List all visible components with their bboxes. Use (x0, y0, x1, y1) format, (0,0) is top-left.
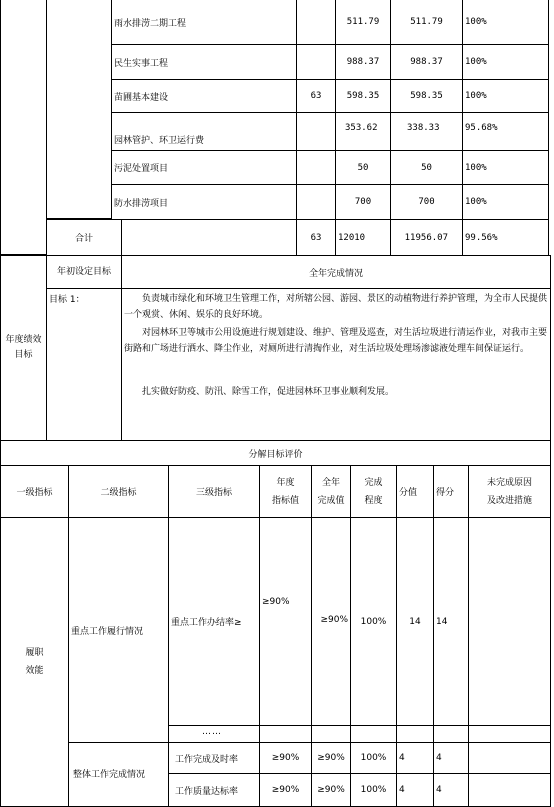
overall-level2-text: 整体工作完成情况 (73, 770, 146, 780)
goal-label-cell (46, 288, 122, 441)
header-level2-text: 二级指标 (100, 488, 137, 498)
initial-goal-header-text: 年初设定目标 (57, 267, 112, 277)
project-c1-cell (296, 0, 336, 45)
header-reason-line1: 未完成原因 (486, 477, 532, 488)
completion-header-text: 全年完成情况 (308, 268, 363, 279)
project-c3: 988.37 (410, 57, 443, 67)
completion-header (121, 255, 551, 289)
header-full (311, 465, 351, 518)
project-name-cell (111, 79, 297, 113)
overall-row-score-text: 4 (399, 785, 405, 795)
header-annual-line2: 指标值 (271, 495, 299, 506)
project-c4-cell (462, 0, 549, 45)
overall-row-annual (259, 773, 312, 807)
project-c2-cell (335, 0, 391, 45)
ellipsis-got (433, 725, 469, 743)
project-c2: 353.62 (345, 123, 378, 133)
project-c2-cell (335, 184, 391, 220)
header-level1-text: 一级指标 (16, 488, 53, 498)
ellipsis-full (311, 725, 351, 743)
ellipsis-degree (350, 725, 397, 743)
key-work-level3-text: 重点工作办结率≥ (171, 618, 242, 628)
overall-row-score (396, 773, 434, 807)
total-c4-cell (462, 219, 549, 256)
header-degree-line1: 完成 (364, 477, 383, 488)
ellipsis-text: …… (202, 727, 222, 737)
project-c4-cell (462, 79, 549, 113)
goal-label: 目标 1： (49, 295, 85, 305)
ellipsis-annual (259, 725, 312, 743)
completion-paragraph-3: 扎实做好防疫、防汛、除雪工作，促进园林环卫事业顺利发展。 (142, 387, 395, 397)
overall-row-annual (259, 742, 312, 774)
overall-row-full-text: ≥90% (317, 785, 345, 795)
evaluation-title-text: 分解目标评价 (248, 449, 303, 460)
project-name-cell (111, 44, 297, 80)
project-c2: 988.37 (346, 57, 380, 67)
project-name: 防水排涝项目 (114, 198, 169, 209)
overall-row-score (396, 742, 434, 774)
project-name: 园林管护、环卫运行费 (114, 136, 205, 146)
project-c2-cell (335, 44, 391, 80)
overall-row-full (311, 742, 351, 774)
header-level1 (0, 465, 69, 518)
total-label: 合计 (74, 234, 93, 244)
project-c2-cell (335, 150, 391, 185)
project-name: 民生实事工程 (114, 58, 169, 69)
key-work-level3 (168, 517, 260, 726)
project-c1: 63 (310, 91, 322, 101)
project-c4: 95.68% (465, 123, 498, 133)
overall-row-annual-text: ≥90% (271, 753, 300, 763)
left-margin-column (0, 0, 47, 255)
key-work-score (396, 517, 434, 726)
project-name-cell (111, 184, 297, 220)
project-c4-cell (462, 44, 549, 80)
level1-cell (0, 517, 69, 807)
overall-row-full-text: ≥90% (317, 753, 345, 763)
project-c3-cell (390, 184, 463, 220)
project-name-cell (111, 112, 297, 151)
project-c1-cell (296, 44, 336, 80)
key-work-annual (259, 517, 312, 726)
project-c4-cell (462, 184, 549, 220)
project-c1-cell (296, 150, 336, 185)
ellipsis-score (396, 725, 434, 743)
overall-row-got-text: 4 (436, 785, 442, 795)
project-c4-cell (462, 112, 549, 151)
project-c3-cell (390, 112, 463, 151)
project-name: 苗圃基本建设 (114, 92, 169, 103)
project-c2-cell (335, 79, 391, 113)
header-got-text: 得分 (436, 488, 455, 498)
total-c3-cell (390, 219, 463, 256)
key-work-full (311, 517, 351, 726)
project-c3-cell (390, 150, 463, 185)
project-c4: 100% (465, 17, 487, 27)
total-c4: 99.56% (465, 232, 498, 243)
overall-row-level3 (168, 773, 260, 807)
header-level3 (168, 465, 260, 518)
header-full-line1: 全年 (321, 477, 340, 488)
overall-row-full (311, 773, 351, 807)
overall-row-degree (350, 773, 397, 807)
overall-row-level3 (168, 742, 260, 774)
total-c1: 63 (310, 232, 322, 243)
project-c3: 598.35 (410, 91, 443, 101)
overall-level2 (68, 742, 169, 807)
ellipsis-reason (468, 725, 551, 743)
project-c1-cell (296, 184, 336, 220)
level1-line2: 效能 (25, 666, 44, 676)
total-c2-cell (335, 219, 391, 256)
completion-paragraph-1: 负责城市绿化和环境卫生管理工作，对所辖公园、游园、景区的动植物进行养护管理，为全市人民提供一个观赏、休闲、娱乐的良好环境。 (124, 294, 548, 320)
header-annual-line1: 年度 (276, 477, 295, 488)
project-name-cell (111, 150, 297, 185)
ellipsis-level3 (168, 725, 260, 743)
header-annual (259, 465, 312, 518)
overall-row-degree-text: 100% (360, 785, 387, 795)
key-work-level2 (68, 517, 169, 743)
header-level3-text: 三级指标 (195, 488, 232, 498)
header-score (396, 465, 434, 518)
evaluation-title (0, 440, 551, 466)
project-c3: 338.33 (407, 123, 440, 133)
project-c1-cell (296, 79, 336, 113)
project-c3: 511.79 (410, 17, 443, 27)
overall-row-annual-text: ≥90% (271, 785, 300, 795)
initial-goal-header (46, 255, 122, 289)
header-level2 (68, 465, 169, 518)
project-c4: 100% (465, 162, 487, 173)
total-label-cell (46, 219, 122, 256)
project-c2: 50 (357, 162, 369, 173)
project-name-cell (111, 0, 297, 45)
project-c2: 598.35 (346, 91, 380, 101)
overall-row-got (433, 773, 469, 807)
project-c2: 511.79 (346, 17, 380, 27)
overall-row-degree-text: 100% (360, 753, 387, 763)
header-degree (350, 465, 397, 518)
overall-row-got-text: 4 (436, 753, 442, 763)
project-c3: 50 (421, 162, 432, 173)
key-work-got-text: 14 (436, 616, 448, 627)
key-work-full-text: ≥90% (320, 615, 348, 625)
project-c4: 100% (465, 91, 487, 101)
project-name: 雨水排涝二期工程 (114, 18, 187, 29)
header-full-line2: 完成值 (317, 495, 345, 506)
key-work-annual-text: ≥90% (262, 597, 290, 607)
header-got (433, 465, 469, 518)
total-c3: 11956.07 (404, 232, 448, 243)
project-c2-cell (335, 112, 391, 151)
project-c4: 100% (465, 57, 487, 67)
project-c3: 700 (418, 197, 435, 207)
project-c3-cell (390, 0, 463, 45)
project-name: 污泥处置项目 (114, 164, 169, 174)
project-c3-cell (390, 79, 463, 113)
header-score-text: 分值 (399, 488, 418, 498)
overall-row-reason (468, 773, 551, 807)
total-c2: 12010 (338, 232, 366, 243)
project-c4: 100% (465, 197, 487, 207)
key-work-degree (350, 517, 397, 726)
project-c1-cell (296, 112, 336, 151)
overall-row-degree (350, 742, 397, 774)
total-c1-cell (296, 219, 336, 256)
overall-row-reason (468, 742, 551, 774)
header-degree-line2: 程度 (364, 495, 383, 506)
goals-section-label-text: 年度绩效目标 (5, 335, 42, 360)
total-blank-cell (121, 219, 297, 256)
level1-line1: 履职 (25, 648, 44, 658)
key-work-score-text: 14 (409, 616, 421, 627)
key-work-degree-text: 100% (360, 616, 387, 627)
project-c2: 700 (354, 197, 372, 207)
header-reason (468, 465, 551, 518)
category-column (46, 0, 112, 219)
overall-row-level3-text: 工作完成及时率 (175, 754, 239, 765)
header-reason-line2: 及改进措施 (486, 495, 532, 506)
overall-row-got (433, 742, 469, 774)
goals-section-label (0, 255, 47, 441)
project-c3-cell (390, 44, 463, 80)
key-work-got (433, 517, 469, 726)
overall-row-level3-text: 工作质量达标率 (175, 786, 239, 797)
project-c4-cell (462, 150, 549, 185)
overall-row-score-text: 4 (399, 753, 405, 763)
key-work-level2-text: 重点工作履行情况 (71, 626, 144, 637)
key-work-reason (468, 517, 551, 726)
completion-paragraph-2: 对园林环卫等城市公用设施进行规划建设、维护、管理及巡查，对生活垃圾进行清运作业，对我市主要街路和广场进行洒水、降尘作业，对厕所进行清掏作业，对生活垃圾处理场渗滤液处理车间保证运行。 (124, 328, 548, 354)
